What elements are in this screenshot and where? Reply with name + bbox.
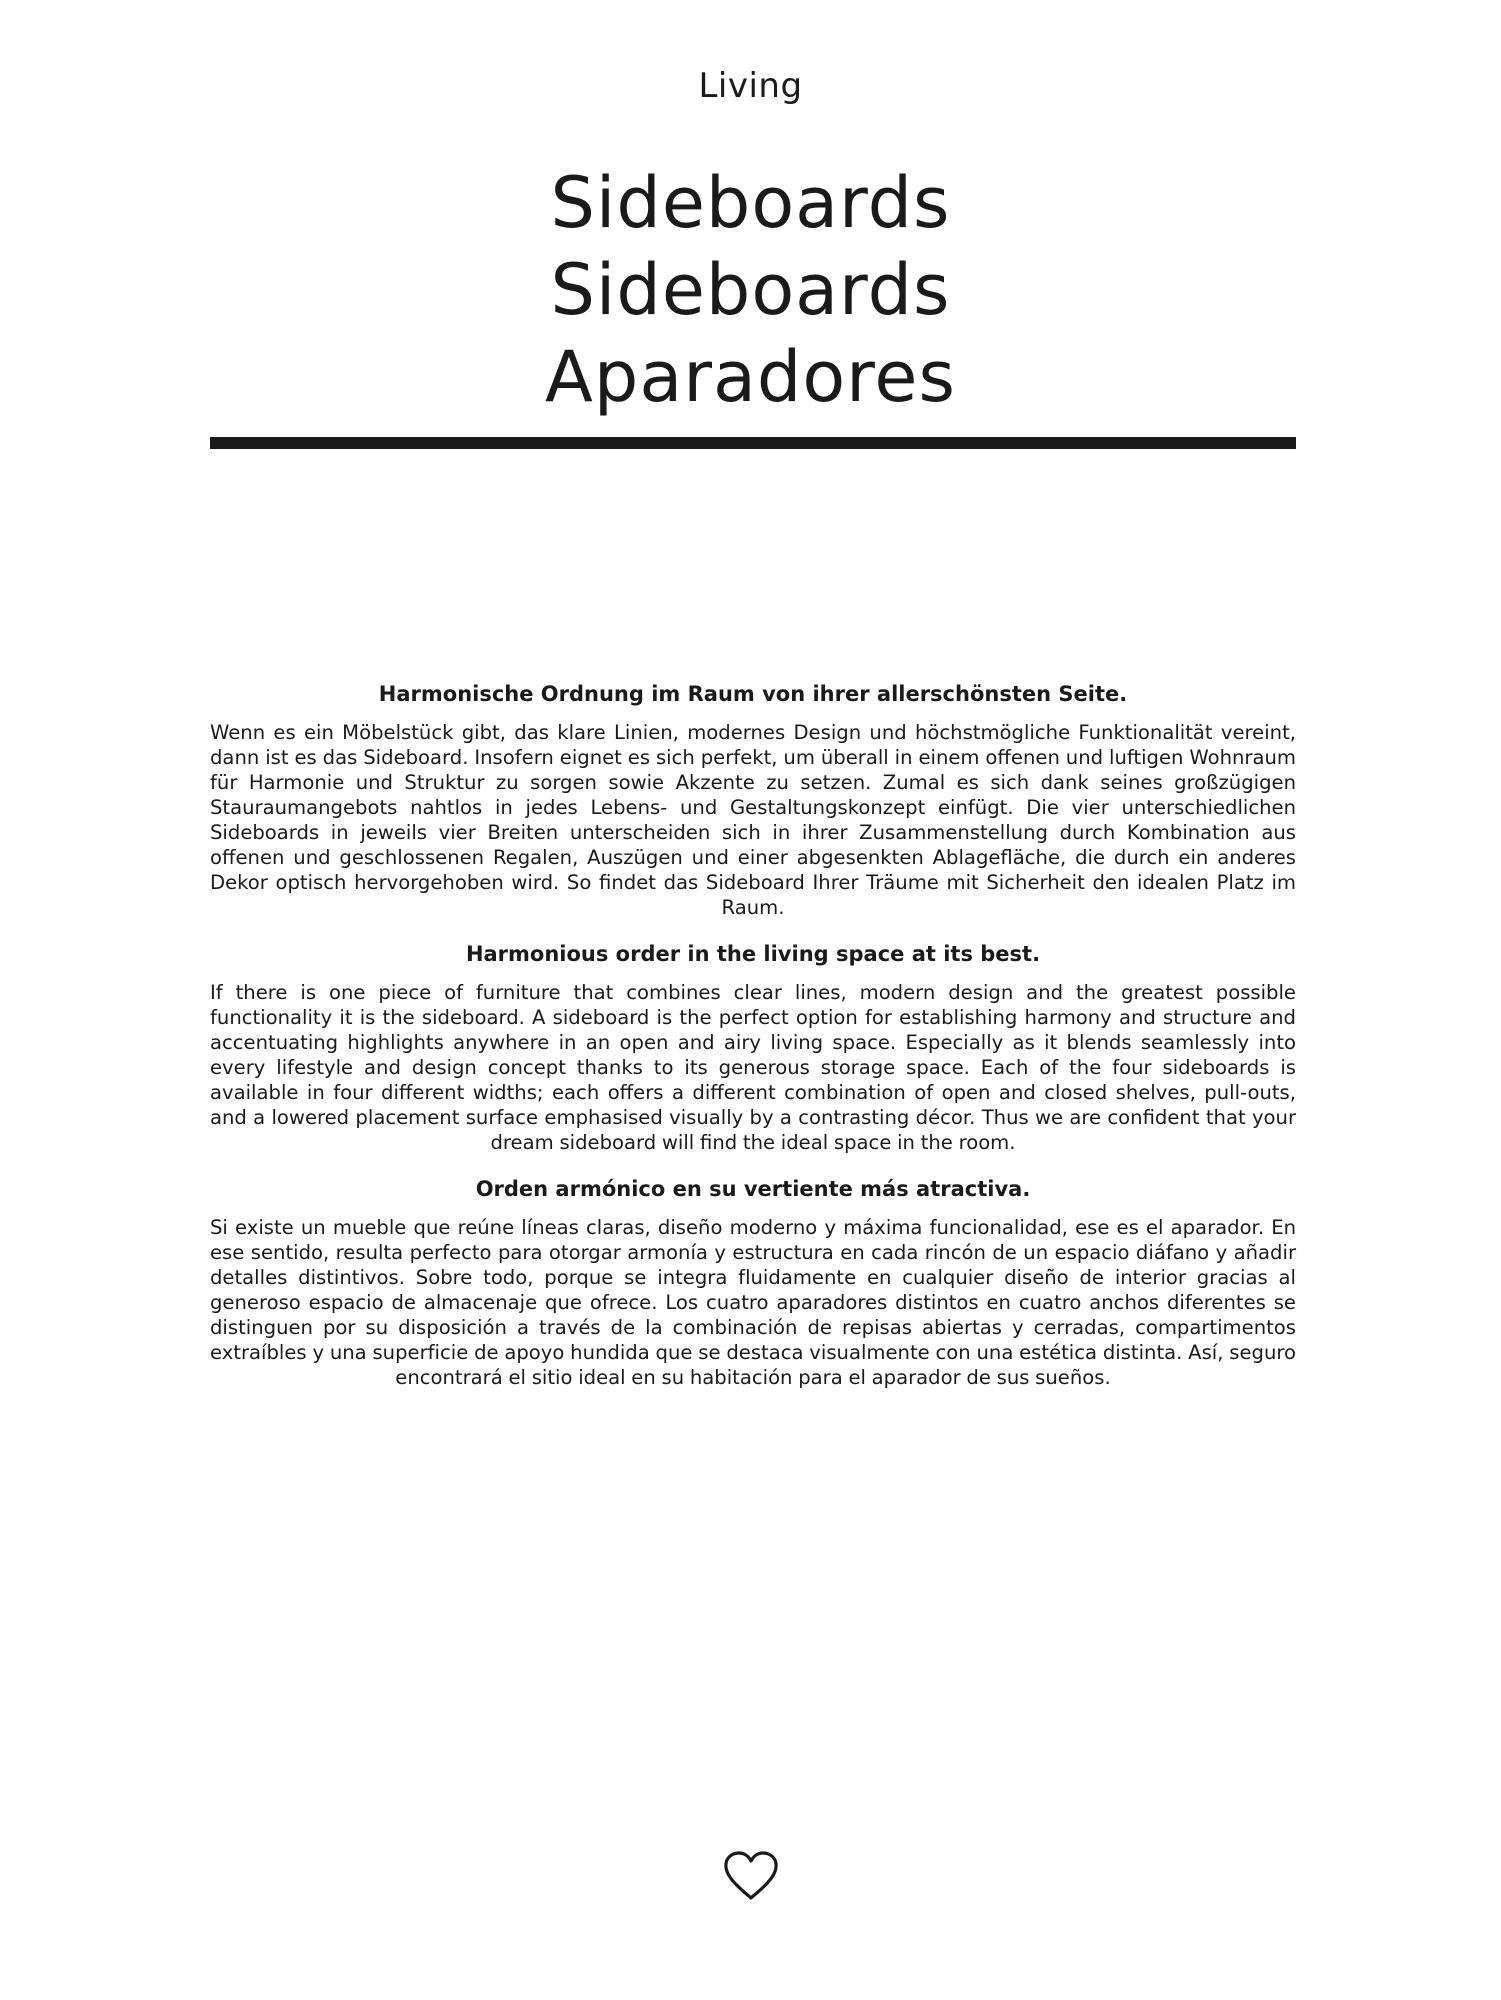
title-line-es: Aparadores	[545, 336, 956, 418]
heart-icon	[723, 1850, 779, 1902]
section-german	[210, 680, 1296, 920]
section-heading: Harmonische Ordnung im Raum von ihrer allerschönsten Seite.	[378, 682, 1128, 706]
section-paragraph: Si existe un mueble que reúne líneas claras, diseño moderno y máxima funcionalidad, ese es el aparador. En ese sentido, resulta perfecto para otorgar armonía y estructura en cada rincón de un espacio diáfano y añadir detalles distintivos. Sobre todo, porque se integra fluidamente en cualquier diseño de interior gracias al generoso espacio de almacenaje que ofrece. Los cuatro aparadores distintos en cuatro anchos diferentes se distinguen por su disposición a través de la combinación de repisas abiertas y cerradas, compartimentos extraíbles y una superficie de apoyo hundida que se destaca visualmente con una estética distinta. Así, seguro encontrará el sitio ideal en su habitación para el aparador de sus sueños.	[210, 1216, 1296, 1389]
title-line-de: Sideboards	[550, 162, 951, 244]
section-heading: Harmonious order in the living space at its best.	[465, 942, 1041, 966]
page-title	[0, 160, 1501, 421]
section-heading: Orden armónico en su vertiente más atractiva.	[475, 1177, 1031, 1201]
section-spanish	[210, 1175, 1296, 1390]
text-content	[210, 680, 1296, 1410]
title-divider	[210, 437, 1296, 449]
section-paragraph: If there is one piece of furniture that combines clear lines, modern design and the greatest possible functionality it is the sideboard. A sideboard is the perfect option for establishing harmony and structure and accentuating highlights anywhere in an open and airy living space. Especially as it blends seamlessly into every lifestyle and design concept thanks to its generous storage space. Each of the four sideboards is available in four different widths; each offers a different combination of open and closed shelves, pull-outs, and a lowered placement surface emphasised visually by a contrasting décor. Thus we are confident that your dream sideboard will find the ideal space in the room.	[210, 981, 1296, 1154]
section-label: Living	[698, 66, 803, 106]
section-paragraph: Wenn es ein Möbelstück gibt, das klare Linien, modernes Design und höchstmögliche Funktionalität vereint, dann ist es das Sideboard. Insofern eignet es sich perfekt, um überall in einem offenen und luftigen Wohnraum für Harmonie und Struktur zu sorgen sowie Akzente zu setzen. Zumal es sich dank seines großzügigen Stauraumangebots nahtlos in jedes Lebens- und Gestaltungskonzept einfügt. Die vier unterschiedlichen Sideboards in jeweils vier Breiten unterscheiden sich in ihrer Zusammenstellung durch Kombination aus offenen und geschlossenen Regalen, Auszügen und einer abgesenkten Ablagefläche, die durch ein anderes Dekor optisch hervorgehoben wird. So findet das Sideboard Ihrer Träume mit Sicherheit den idealen Platz im Raum.	[210, 721, 1296, 919]
title-line-en: Sideboards	[550, 249, 951, 331]
section-english	[210, 940, 1296, 1155]
